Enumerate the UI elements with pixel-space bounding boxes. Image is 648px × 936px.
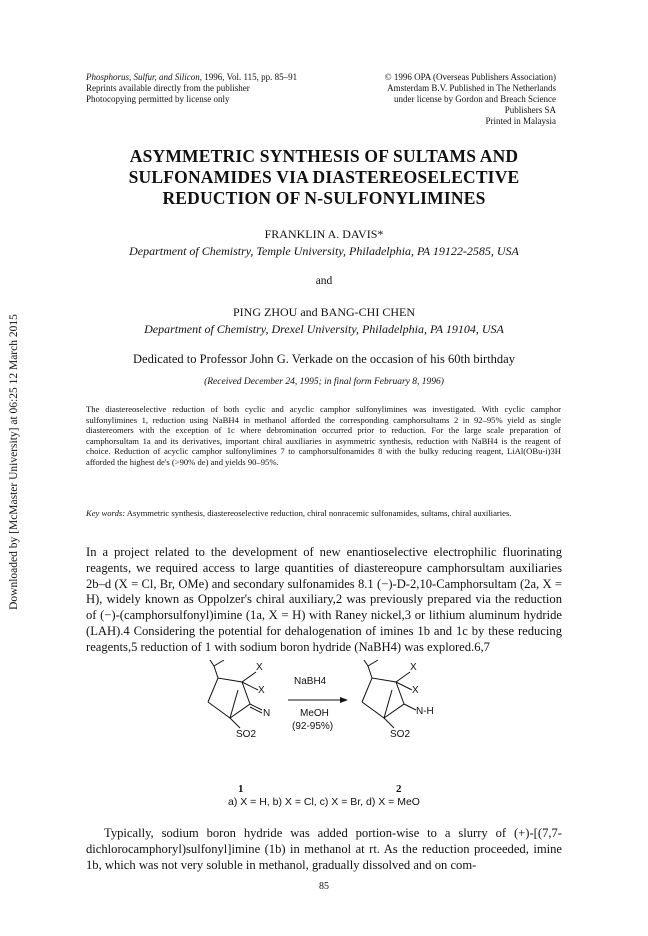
author-1: FRANKLIN A. DAVIS* <box>264 227 384 241</box>
journal-volume: 1996, Vol. 115, pp. 85–91 <box>202 72 298 82</box>
compound-1-label: 1 <box>238 783 244 795</box>
dedication: Dedicated to Professor John G. Verkade on the occasion of his 60th birthday <box>133 352 515 366</box>
and-separator: and <box>315 275 333 287</box>
copyright-line: © 1996 OPA (Overseas Publishers Association) <box>384 72 556 82</box>
header-right <box>385 72 556 127</box>
author-2: PING ZHOU and BANG-CHI CHEN <box>233 305 415 319</box>
structure-2 <box>362 660 416 728</box>
header-photocopy: Photocopying permitted by license only <box>86 94 230 104</box>
x-label-1a: X <box>256 662 263 673</box>
received-dates: (Received December 24, 1995; in final form February 8, 1996) <box>204 377 444 387</box>
paper-title <box>60 146 588 209</box>
title-line-3: REDUCTION OF N-SULFONYLIMINES <box>162 188 486 208</box>
publisher-sa-line: Publishers SA <box>504 105 556 115</box>
publisher-line: Amsterdam B.V. Published in The Netherlands <box>387 83 556 93</box>
so2-label-2: SO2 <box>390 729 411 740</box>
keywords-label: Key words: <box>86 508 126 518</box>
header-left <box>86 72 297 105</box>
header-reprints: Reprints available directly from the publisher <box>86 83 250 93</box>
title-line-1: ASYMMETRIC SYNTHESIS OF SULTAMS AND <box>129 146 519 166</box>
header-journal-line <box>86 72 297 83</box>
printed-line: Printed in Malaysia <box>485 116 556 126</box>
nh-label: N-H <box>416 706 434 717</box>
solvent-label: MeOH <box>300 708 329 719</box>
n-label: N <box>263 708 271 719</box>
affiliation-1: Department of Chemistry, Temple University, Philadelphia, PA 19122-2585, USA <box>129 244 519 258</box>
so2-label-1: SO2 <box>236 729 257 740</box>
affiliation-2: Department of Chemistry, Drexel University, Philadelphia, PA 19104, USA <box>144 322 504 336</box>
x-label-2a: X <box>410 662 417 673</box>
journal-name: Phosphorus, Sulfur, and Silicon, <box>86 72 203 82</box>
title-line-2: SULFONAMIDES VIA DIASTEREOSELECTIVE <box>128 167 520 187</box>
arrow-head <box>340 697 348 703</box>
x-label-2b: X <box>412 685 419 696</box>
download-watermark: Downloaded by [McMaster University] at 06:25 12 March 2015 <box>8 314 20 610</box>
structure-1 <box>208 660 262 728</box>
license-line: under license by Gordon and Breach Science <box>394 94 556 104</box>
x-label-1b: X <box>258 685 265 696</box>
keywords-text: Asymmetric synthesis, diastereoselective reduction, chiral nonracemic sulfonamides, sultams, chiral auxiliaries. <box>125 508 512 518</box>
body-paragraph-2: Typically, sodium boron hydride was added portion-wise to a slurry of (+)-[(7,7-dichlorocamphoryl)sulfonyl]imine (1b) in methanol at rt. As the reduction proceeded, imine 1b, which was not very soluble in methanol, gradually dissolved and on com- <box>86 826 562 872</box>
reagent-label: NaBH4 <box>294 676 327 687</box>
page-number: 85 <box>319 881 329 892</box>
keywords <box>86 508 561 519</box>
abstract: The diastereoselective reduction of both cyclic and acyclic camphor sulfonylimines was investigated. With cyclic camphor sulfonylimines 1, reduction using NaBH4 in methanol afforded the corresponding camphorsultams 2 in 92–95% yield as single diastereomers with the exception of 1c where debromination occurred prior to reduction. For the large scale preparation of camphorsultam 1a and its derivatives, important chiral auxiliaries in asymmetric synthesis, reduction with NaBH4 is the reagent of choice. Reduction of acyclic camphor sulfonylimines 7 to camphorsulfonamides 8 with the bulky reducing reagent, LiAl(OBu-i)3H afforded the highest de's (>90% de) and yields 90–95%. <box>86 404 561 467</box>
yield-label: (92-95%) <box>292 721 334 732</box>
body-paragraph-1: In a project related to the development of new enantioselective electrophilic fluorinating reagents, we required access to large quantities of diastereopure camphorsultam auxiliaries 2b–d (X = Cl, Br, OMe) and secondary sulfonamides 8.1 (−)-D-2,10-Camphorsultam (2a, X = H), widely known as Oppolzer's chiral auxiliary,2 was previously prepared via the reduction of (−)-(camphorsulfonyl)imine (1a, X = H) with Raney nickel,3 or lithium aluminum hydride (LAH).4 Considering the potential for dehalogenation of imines 1b and 1c by these reducing reagents,5 reduction of 1 with sodium boron hydride (NaBH4) was explored.6,7 <box>86 545 562 654</box>
reaction-scheme <box>190 660 460 800</box>
compound-2-label: 2 <box>396 783 402 795</box>
scheme-caption: a) X = H, b) X = Cl, c) X = Br, d) X = MeO <box>228 796 420 808</box>
